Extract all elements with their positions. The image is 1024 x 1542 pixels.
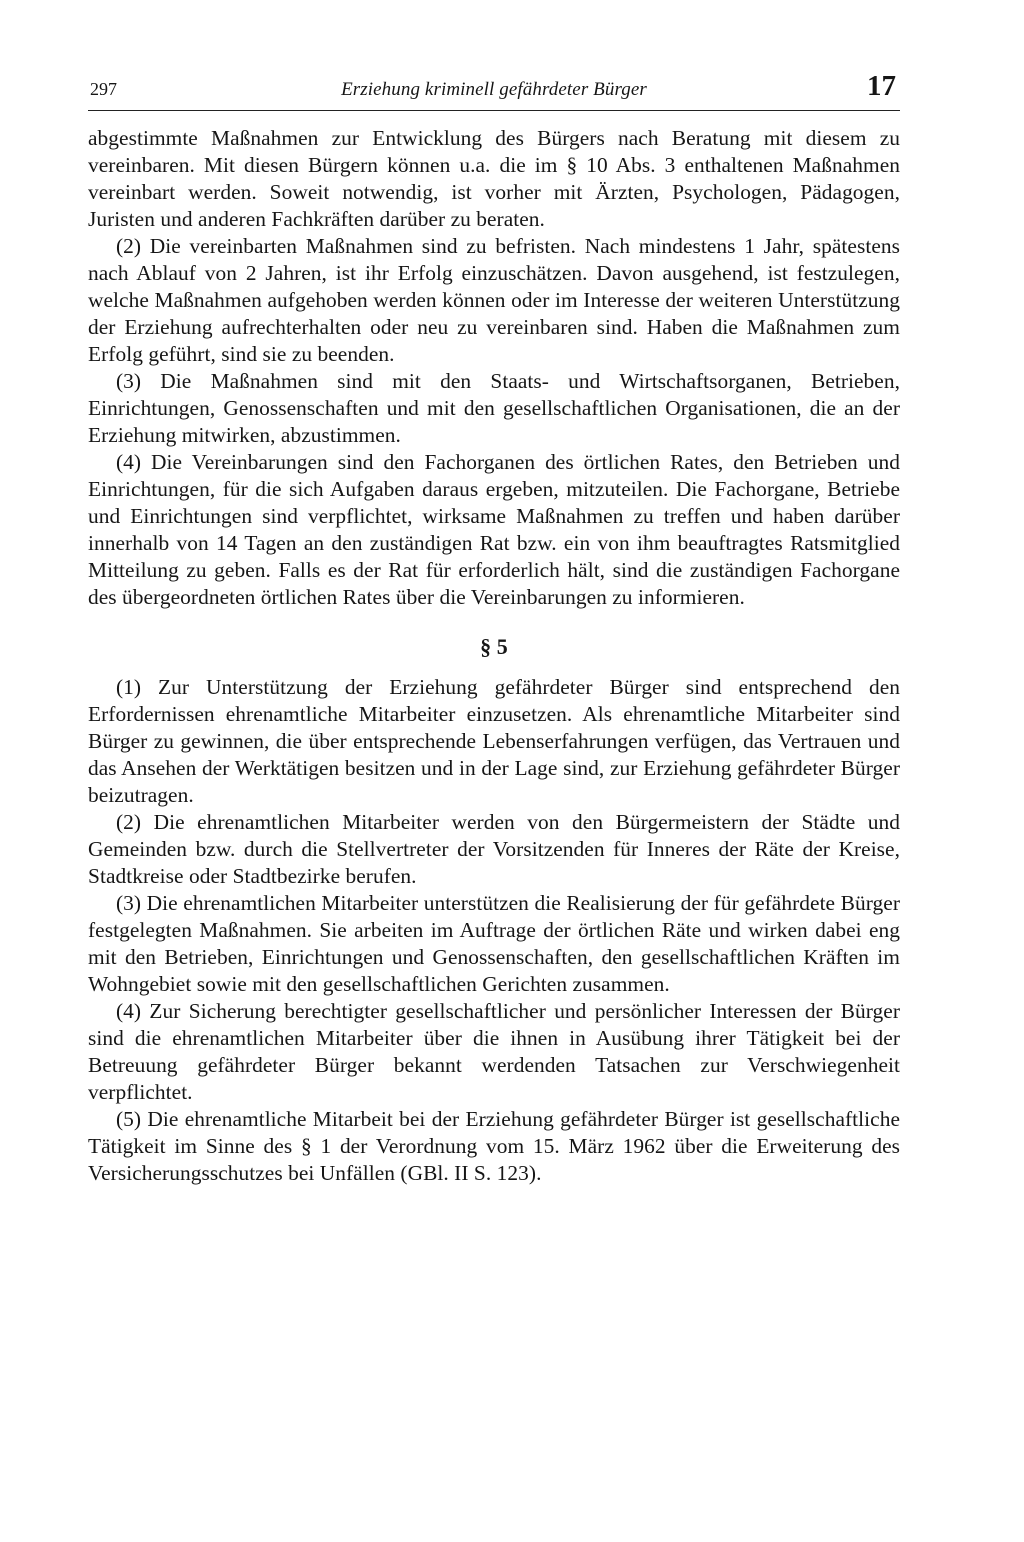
running-title: Erziehung kriminell gefährdeter Bürger: [341, 79, 647, 100]
sheet-number: 17: [867, 70, 896, 102]
paragraph-continuation: abgestimmte Maßnahmen zur Entwicklung des Bürgers nach Beratung mit diesem zu vereinbaren. Mit diesen Bürgern können u.a. die im § 10 Abs. 3 enthaltenen Maßnahmen vereinbart werden. Soweit notwendig, ist vorher mit Ärzten, Psychologen, Pädagogen, Juristen und anderen Fachkräften darüber zu beraten.: [88, 126, 900, 231]
section-heading: § 5: [480, 634, 508, 659]
document-body: [88, 125, 900, 1187]
paragraph-4-2: (2) Die vereinbarten Maßnahmen sind zu befristen. Nach mindestens 1 Jahr, spätestens nach Ablauf von 2 Jahren, ist ihr Erfolg einzuschätzen. Davon ausgehend, ist festzulegen, welche Maßnahmen aufgehoben werden können oder im Interesse der weiteren Unterstützung der Erziehung aufrechterhalten oder neu zu vereinbaren sind. Haben die Maßnahmen zum Erfolg geführt, sind sie zu beenden.: [88, 234, 900, 366]
paragraph-4-4: (4) Die Vereinbarungen sind den Fachorganen des örtlichen Rates, den Betrieben und Einrichtungen, für die sich Aufgaben daraus ergeben, mitzuteilen. Die Fachorgane, Betriebe und Einrichtungen sind verpflichtet, wirksame Maßnahmen zu treffen und haben darüber innerhalb von 14 Tagen an den zuständigen Rat bzw. ein von ihm beauftragtes Ratsmitglied Mitteilung zu geben. Falls es der Rat für erforderlich hält, sind die zuständigen Fachorgane des übergeordneten örtlichen Rates über die Vereinbarungen zu informieren.: [88, 450, 900, 609]
paragraph-4-3: (3) Die Maßnahmen sind mit den Staats- und Wirtschaftsorganen, Betrieben, Einrichtungen, Genossenschaften und mit den gesellschaftlichen Organisationen, die an der Erziehung mitwirken, abzustimmen.: [88, 369, 900, 447]
paragraph-5-1: (1) Zur Unterstützung der Erziehung gefährdeter Bürger sind entsprechend den Erfordernissen ehrenamtliche Mitarbeiter einzusetzen. Als ehrenamtliche Mitarbeiter sind Bürger zu gewinnen, die über entsprechende Lebenserfahrungen verfügen, das Vertrauen und das Ansehen der Werktätigen besitzen und in der Lage sind, zur Erziehung gefährdeter Bürger beizutragen.: [88, 675, 900, 807]
running-header: [88, 70, 900, 111]
paragraph-5-3: (3) Die ehrenamtlichen Mitarbeiter unterstützen die Realisierung der für gefährdete Bürger festgelegten Maßnahmen. Sie arbeiten im Auftrage der örtlichen Räte und wirken dabei eng mit den Betrieben, Einrichtungen und Genossenschaften, den gesellschaftlichen Kräften im Wohngebiet sowie mit den gesellschaftlichen Gerichten zusammen.: [88, 891, 900, 996]
document-page: [88, 70, 900, 1187]
paragraph-5-5: (5) Die ehrenamtliche Mitarbeit bei der Erziehung gefährdeter Bürger ist gesellschaftliche Tätigkeit im Sinne des § 1 der Verordnung vom 15. März 1962 über die Erweiterung des Versicherungsschutzes bei Unfällen (GBl. II S. 123).: [88, 1107, 900, 1185]
page-number: 297: [90, 79, 117, 99]
paragraph-5-2: (2) Die ehrenamtlichen Mitarbeiter werden von den Bürgermeistern der Städte und Gemeinden bzw. durch die Stellvertreter der Vorsitzenden für Inneres der Räte der Kreise, Stadtkreise oder Stadtbezirke berufen.: [88, 810, 900, 888]
paragraph-5-4: (4) Zur Sicherung berechtigter gesellschaftlicher und persönlicher Interessen der Bürger sind die ehrenamtlichen Mitarbeiter über die ihnen in Ausübung ihrer Tätigkeit bei der Betreuung gefährdeter Bürger bekannt werdenden Tatsachen zur Verschwiegenheit verpflichtet.: [88, 999, 900, 1104]
